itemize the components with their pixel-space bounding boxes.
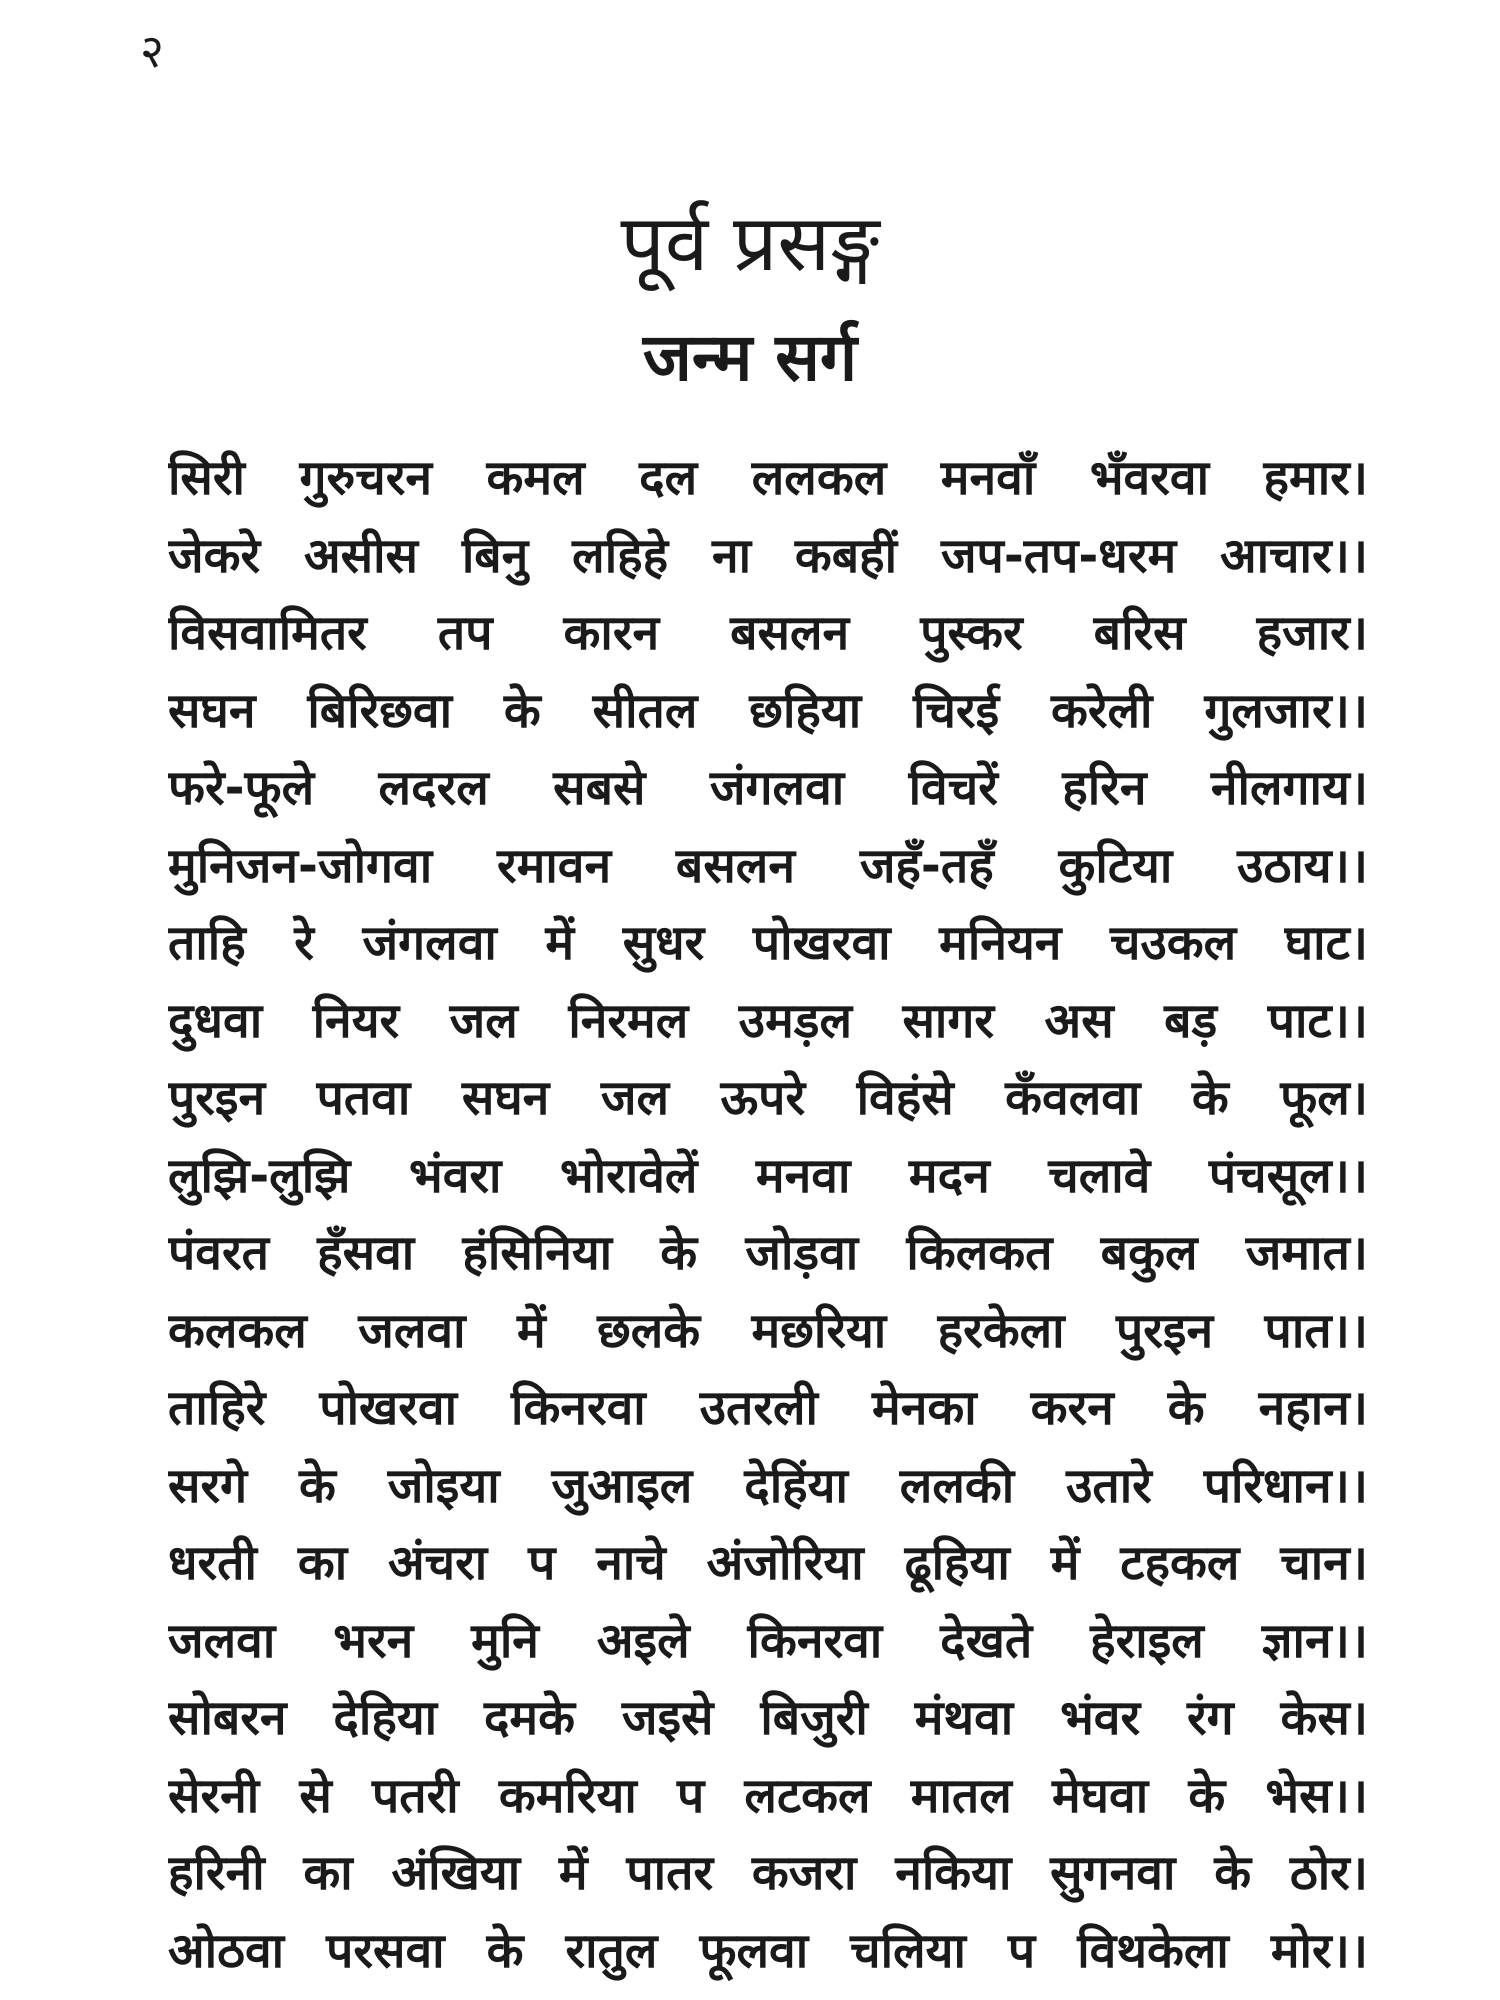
verse-line: सोबरन देहिया दमके जइसे बिजुरी मंथवा भंवर रंग केस। [168, 1690, 1368, 1746]
verse-line: सरगे के जोइया जुआइल देहिंया ललकी उतारे परिधान।। [168, 1457, 1368, 1514]
verse-line: सेरनी से पतरी कमरिया प लटकल मातल मेघवा के भेस।। [168, 1767, 1368, 1824]
verse-line: सिरी गुरुचरन कमल दल ललकल मनवाँ भँवरवा हमार। [168, 450, 1368, 506]
verse-line: हरिनी का अंखिया में पातर कजरा नकिया सुगनवा के ठोर। [168, 1845, 1368, 1901]
verse-line: सघन बिरिछवा के सीतल छहिया चिरई करेली गुलजार।। [168, 682, 1368, 739]
page-title: पूर्व प्रसङ्ग [620, 199, 880, 289]
verse-line: पंवरत हँसवा हंसिनिया के जोड़वा किलकत बकुल जमात। [168, 1225, 1368, 1281]
verse-line: जेकरे असीस बिनु लहिहे ना कबहीं जप-तप-धरम आचार।। [168, 527, 1368, 584]
verse-line: ओठवा परसवा के रातुल फूलवा चलिया प विथकेला मोर।। [168, 1922, 1368, 1979]
verse-line: ताहिरे पोखरवा किनरवा उतरली मेनका करन के नहान। [168, 1380, 1368, 1436]
verse-line: धरती का अंचरा प नाचे अंजोरिया ढूहिया में टहकल चान। [168, 1535, 1368, 1591]
verse-line: दुधवा नियर जल निरमल उमड़ल सागर अस बड़ पाट।। [168, 992, 1368, 1049]
verse-line: लुझि-लुझि भंवरा भोरावेलें मनवा मदन चलावे पंचसूल।। [168, 1147, 1368, 1204]
verse-line: पुरइन पतवा सघन जल ऊपरे विहंसे कँवलवा के फूल। [168, 1070, 1368, 1126]
page-number: २ [140, 24, 164, 78]
verse-line: जलवा भरन मुनि अइले किनरवा देखते हेराइल ज्ञान।। [168, 1612, 1368, 1669]
verse-line: कलकल जलवा में छलके मछरिया हरकेला पुरइन पात।। [168, 1302, 1368, 1359]
section-subtitle: जन्म सर्ग [642, 319, 858, 396]
verse-line: फरे-फूले लदरल सबसे जंगलवा विचरें हरिन नीलगाय। [168, 760, 1368, 816]
verse-list [168, 440, 1368, 1990]
verse-line: विसवामितर तप कारन बसलन पुस्कर बरिस हजार। [168, 605, 1368, 661]
verse-line: ताहि रे जंगलवा में सुधर पोखरवा मनियन चउकल घाट। [168, 915, 1368, 971]
verse-line: मुनिजन-जोगवा रमावन बसलन जहँ-तहँ कुटिया उठाय।। [168, 837, 1368, 894]
